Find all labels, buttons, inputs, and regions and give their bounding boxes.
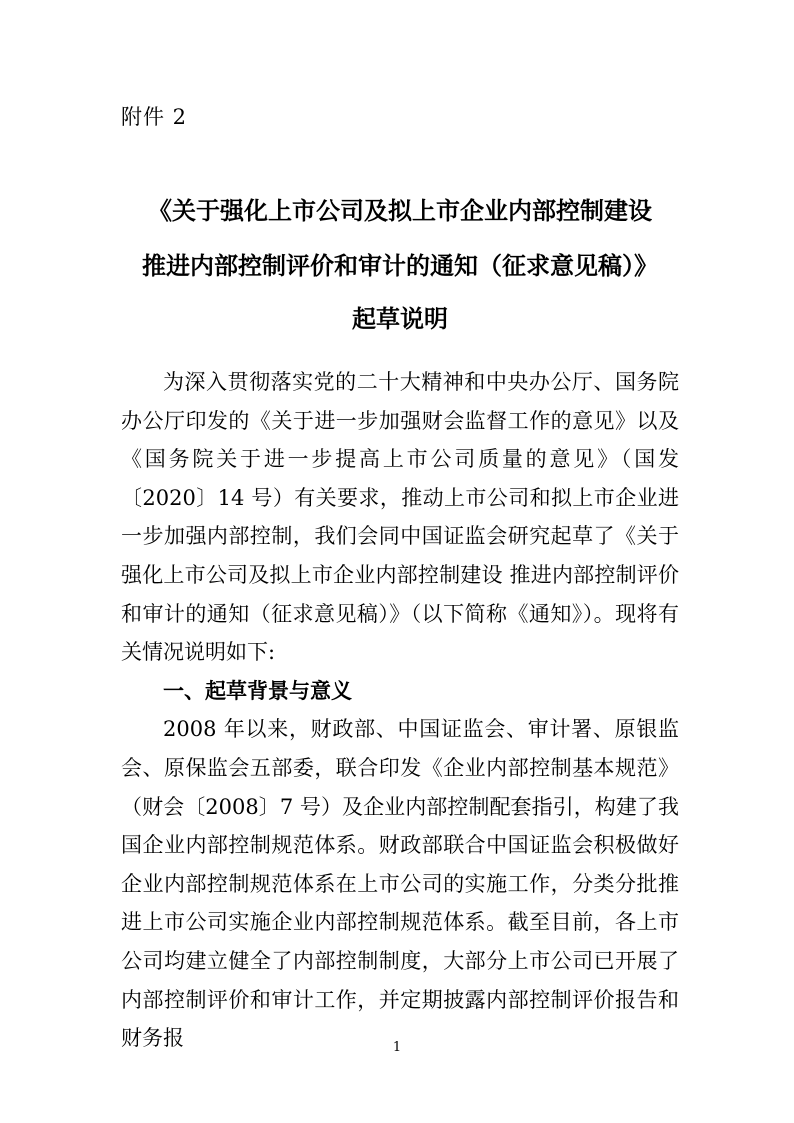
title-line-2: 推进内部控制评价和审计的通知（征求意见稿）》 (142, 252, 658, 280)
section-heading: 一、起草背景与意义 (163, 678, 352, 703)
title-line-1: 《关于强化上市公司及拟上市企业内部控制建设 (148, 197, 652, 225)
title-line-3: 起草说明 (352, 305, 448, 333)
section-paragraph: 2008 年以来，财政部、中国证监会、审计署、原银监会、原保监会五部委，联合印发《企业内部控制基本规范》（财会〔2008〕7 号）及企业内部控制配套指引，构建了我国企业内部控制规范体系。财政部联合中国证监会积极做好企业内部控制规范体系在上市公司的实施工作，分类分批推进上市公司实施企业内部控制规范体系。截至目前，各上市公司均建立健全了内部控制制度，大部分上市公司已开展了内部控制评价和审计工作，并定期披露内部控制评价报告和财务报 (121, 717, 679, 1051)
attachment-label: 附件 2 (121, 105, 188, 129)
document-body (121, 363, 679, 1058)
intro-paragraph: 为深入贯彻落实党的二十大精神和中央办公厅、国务院办公厅印发的《关于进一步加强财会监督工作的意见》以及《国务院关于进一步提高上市公司质量的意见》（国发〔2020〕14 号）有关要求，推动上市公司和拟上市企业进一步加强内部控制，我们会同中国证监会研究起草了《关于强化上市公司及拟上市企业内部控制建设 推进内部控制评价和审计的通知（征求意见稿）》（以下简称《通知》）。现将有关情况说明如下: (121, 370, 679, 665)
page-number: 1 (392, 1040, 402, 1055)
